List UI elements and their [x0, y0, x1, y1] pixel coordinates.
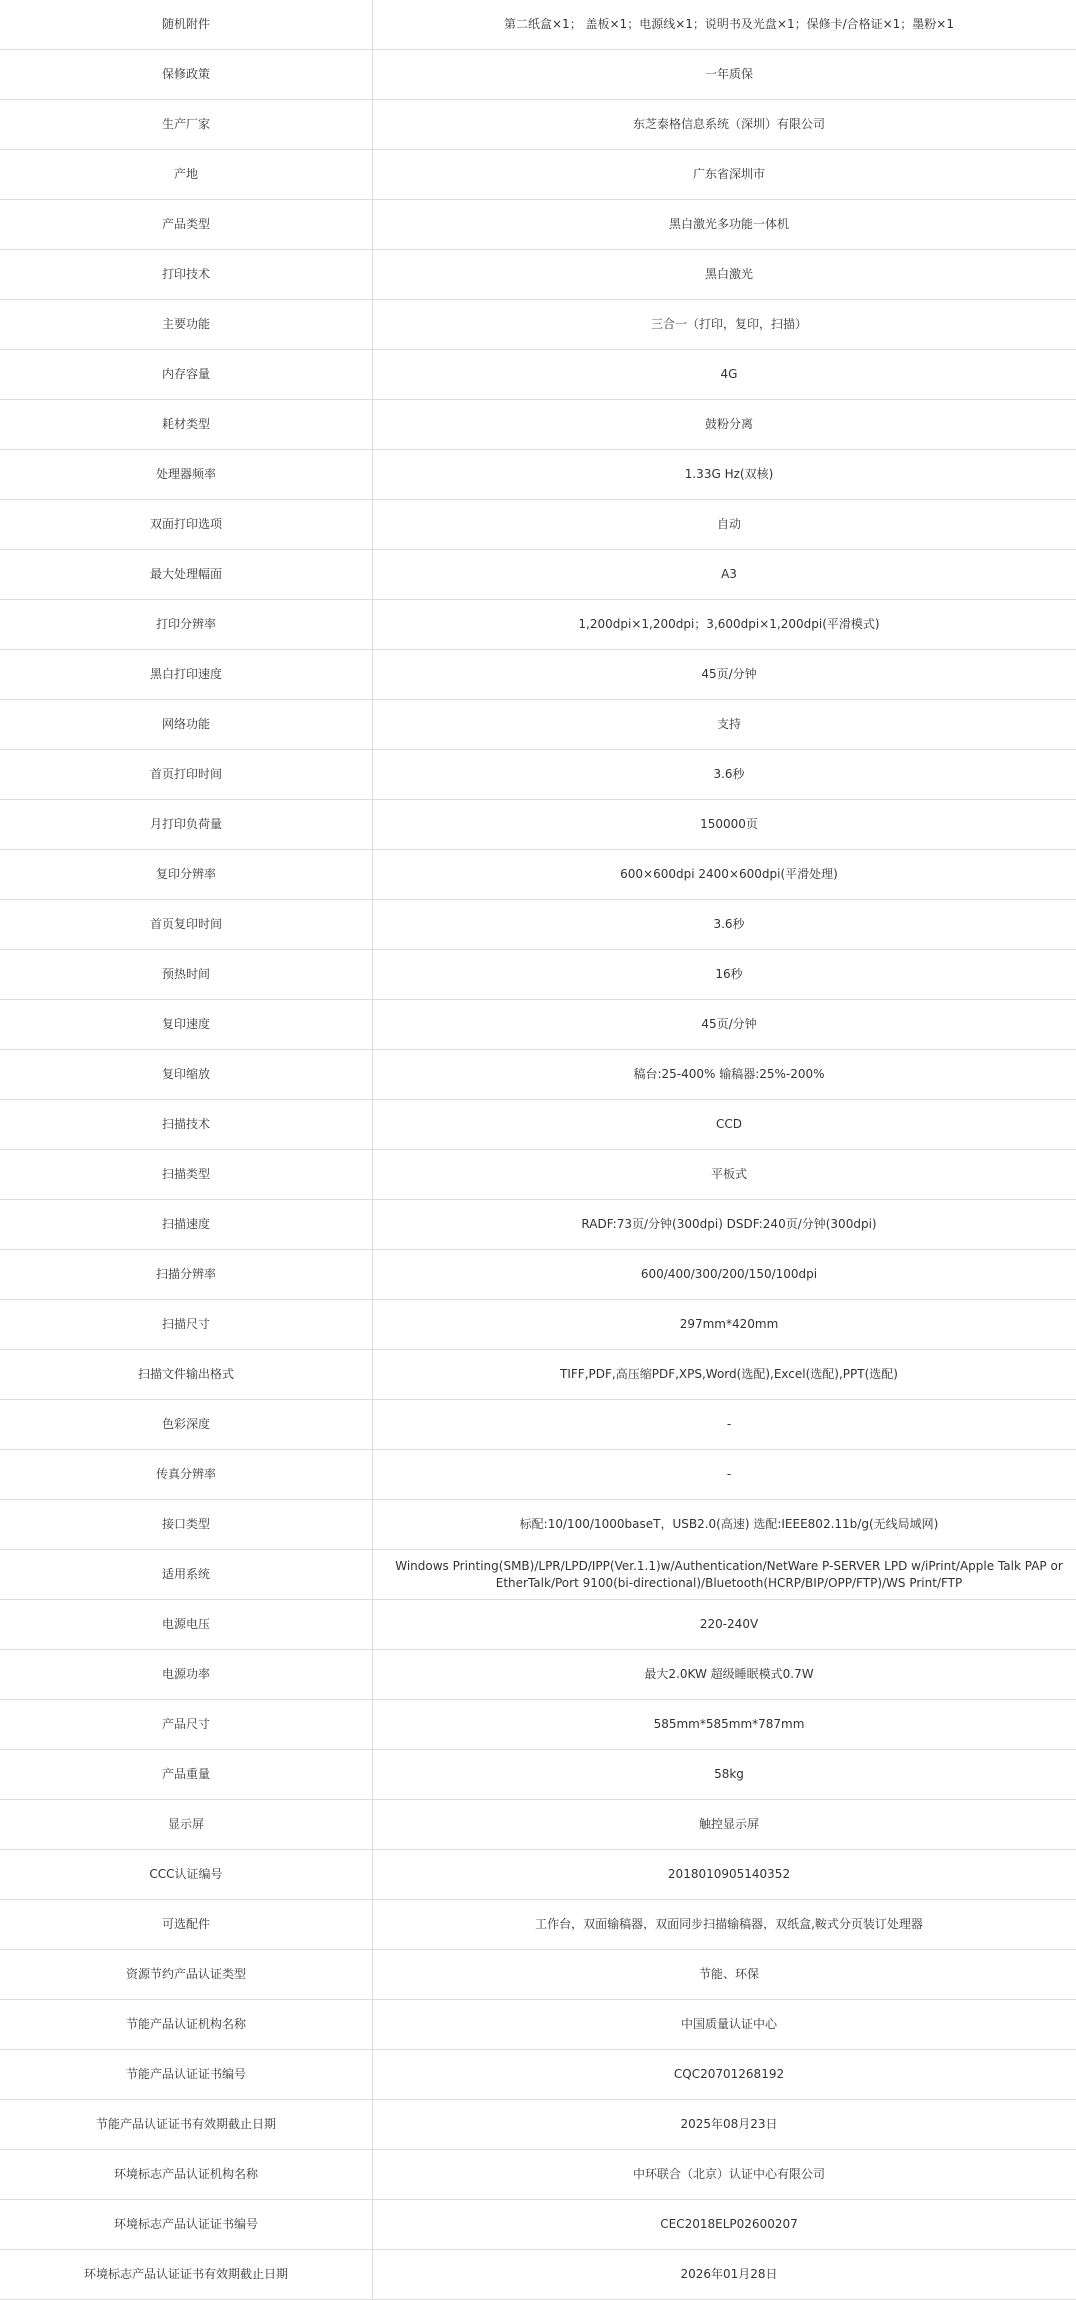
- spec-value: 支持: [373, 700, 1076, 750]
- spec-row: [0, 450, 1076, 500]
- spec-value: -: [373, 1450, 1076, 1500]
- spec-value: 2018010905140352: [373, 1850, 1076, 1900]
- spec-row: [0, 550, 1076, 600]
- spec-value: CEC2018ELP02600207: [373, 2200, 1076, 2250]
- spec-label: 可选配件: [0, 1900, 373, 1950]
- spec-row: [0, 2150, 1076, 2200]
- spec-row: [0, 2200, 1076, 2250]
- spec-label: 复印分辨率: [0, 850, 373, 900]
- spec-row: [0, 1700, 1076, 1750]
- spec-label: 扫描速度: [0, 1200, 373, 1250]
- spec-row: [0, 0, 1076, 50]
- spec-row: [0, 950, 1076, 1000]
- spec-label: 产地: [0, 150, 373, 200]
- spec-value: TIFF,PDF,高压缩PDF,XPS,Word(选配),Excel(选配),PPT(选配): [373, 1350, 1076, 1400]
- spec-label: 保修政策: [0, 50, 373, 100]
- spec-value: Windows Printing(SMB)/LPR/LPD/IPP(Ver.1.1)w/Authentication/NetWare P-SERVER LPD w/iPrint/Apple Talk PAP or EtherTalk/Port 9100(bi-directional)/Bluetooth(HCRP/BIP/OPP/FTP)/WS Print/FTP: [373, 1550, 1076, 1600]
- spec-row: [0, 1150, 1076, 1200]
- spec-value: 297mm*420mm: [373, 1300, 1076, 1350]
- spec-value: 最大2.0KW 超级睡眠模式0.7W: [373, 1650, 1076, 1700]
- spec-row: [0, 1100, 1076, 1150]
- spec-value: CQC20701268192: [373, 2050, 1076, 2100]
- spec-label: 预热时间: [0, 950, 373, 1000]
- spec-value: 标配:10/100/1000baseT，USB2.0(高速) 选配:IEEE802.11b/g(无线局域网): [373, 1500, 1076, 1550]
- spec-label: 产品类型: [0, 200, 373, 250]
- spec-row: [0, 1900, 1076, 1950]
- spec-row: [0, 250, 1076, 300]
- spec-label: 环境标志产品认证证书有效期截止日期: [0, 2250, 373, 2300]
- spec-value: 节能、环保: [373, 1950, 1076, 2000]
- spec-row: [0, 1000, 1076, 1050]
- spec-row: [0, 1800, 1076, 1850]
- spec-row: [0, 200, 1076, 250]
- spec-row: [0, 400, 1076, 450]
- spec-label: 传真分辨率: [0, 1450, 373, 1500]
- spec-label: 电源功率: [0, 1650, 373, 1700]
- spec-row: [0, 900, 1076, 950]
- spec-label: 网络功能: [0, 700, 373, 750]
- spec-label: 首页复印时间: [0, 900, 373, 950]
- spec-row: [0, 1850, 1076, 1900]
- spec-label: 产品尺寸: [0, 1700, 373, 1750]
- spec-row: [0, 1300, 1076, 1350]
- spec-label: 最大处理幅面: [0, 550, 373, 600]
- spec-row: [0, 1550, 1076, 1600]
- spec-label: 扫描文件输出格式: [0, 1350, 373, 1400]
- spec-label: 扫描技术: [0, 1100, 373, 1150]
- spec-label: 扫描尺寸: [0, 1300, 373, 1350]
- spec-row: [0, 1600, 1076, 1650]
- spec-row: [0, 650, 1076, 700]
- spec-row: [0, 1450, 1076, 1500]
- spec-label: 双面打印选项: [0, 500, 373, 550]
- spec-value: 2025年08月23日: [373, 2100, 1076, 2150]
- spec-label: 扫描类型: [0, 1150, 373, 1200]
- spec-value: 16秒: [373, 950, 1076, 1000]
- spec-row: [0, 750, 1076, 800]
- spec-label: 打印分辨率: [0, 600, 373, 650]
- spec-row: [0, 1950, 1076, 2000]
- spec-row: [0, 1050, 1076, 1100]
- spec-value: 220-240V: [373, 1600, 1076, 1650]
- spec-row: [0, 150, 1076, 200]
- spec-row: [0, 1350, 1076, 1400]
- spec-value: 第二纸盒×1； 盖板×1；电源线×1；说明书及光盘×1；保修卡/合格证×1；墨粉×1: [373, 0, 1076, 50]
- spec-row: [0, 850, 1076, 900]
- spec-label: 黑白打印速度: [0, 650, 373, 700]
- spec-label: 环境标志产品认证证书编号: [0, 2200, 373, 2250]
- spec-label: 扫描分辨率: [0, 1250, 373, 1300]
- spec-label: 复印缩放: [0, 1050, 373, 1100]
- spec-value: 自动: [373, 500, 1076, 550]
- spec-value: 东芝泰格信息系统（深圳）有限公司: [373, 100, 1076, 150]
- spec-row: [0, 1400, 1076, 1450]
- spec-label: 接口类型: [0, 1500, 373, 1550]
- spec-row: [0, 2250, 1076, 2300]
- spec-row: [0, 2000, 1076, 2050]
- spec-value: 黑白激光多功能一体机: [373, 200, 1076, 250]
- spec-label: 资源节约产品认证类型: [0, 1950, 373, 2000]
- spec-value: 中国质量认证中心: [373, 2000, 1076, 2050]
- spec-value: RADF:73页/分钟(300dpi) DSDF:240页/分钟(300dpi): [373, 1200, 1076, 1250]
- spec-label: 电源电压: [0, 1600, 373, 1650]
- spec-row: [0, 1250, 1076, 1300]
- spec-row: [0, 100, 1076, 150]
- spec-value: 600×600dpi 2400×600dpi(平滑处理): [373, 850, 1076, 900]
- spec-label: 生产厂家: [0, 100, 373, 150]
- spec-value: 稿台:25-400% 输稿器:25%-200%: [373, 1050, 1076, 1100]
- spec-row: [0, 300, 1076, 350]
- spec-value: 2026年01月28日: [373, 2250, 1076, 2300]
- spec-label: 月打印负荷量: [0, 800, 373, 850]
- spec-row: [0, 1200, 1076, 1250]
- spec-value: 三合一（打印，复印，扫描）: [373, 300, 1076, 350]
- spec-label: 处理器频率: [0, 450, 373, 500]
- spec-row: [0, 800, 1076, 850]
- spec-label: 色彩深度: [0, 1400, 373, 1450]
- spec-label: 打印技术: [0, 250, 373, 300]
- spec-value: 触控显示屏: [373, 1800, 1076, 1850]
- spec-value: 58kg: [373, 1750, 1076, 1800]
- spec-label: 适用系统: [0, 1550, 373, 1600]
- spec-row: [0, 600, 1076, 650]
- spec-label: 主要功能: [0, 300, 373, 350]
- spec-value: 黑白激光: [373, 250, 1076, 300]
- spec-value: 3.6秒: [373, 900, 1076, 950]
- spec-label: 复印速度: [0, 1000, 373, 1050]
- spec-row: [0, 1750, 1076, 1800]
- spec-value: 一年质保: [373, 50, 1076, 100]
- spec-label: 节能产品认证证书有效期截止日期: [0, 2100, 373, 2150]
- spec-value: CCD: [373, 1100, 1076, 1150]
- spec-label: 耗材类型: [0, 400, 373, 450]
- spec-label: 显示屏: [0, 1800, 373, 1850]
- spec-label: CCC认证编号: [0, 1850, 373, 1900]
- spec-value: 150000页: [373, 800, 1076, 850]
- spec-label: 内存容量: [0, 350, 373, 400]
- spec-row: [0, 500, 1076, 550]
- spec-label: 首页打印时间: [0, 750, 373, 800]
- spec-value: 45页/分钟: [373, 1000, 1076, 1050]
- spec-value: 工作台，双面输稿器，双面同步扫描输稿器，双纸盒,鞍式分页装订处理器: [373, 1900, 1076, 1950]
- spec-label: 随机附件: [0, 0, 373, 50]
- spec-value: 中环联合（北京）认证中心有限公司: [373, 2150, 1076, 2200]
- spec-row: [0, 2050, 1076, 2100]
- spec-label: 产品重量: [0, 1750, 373, 1800]
- spec-value: 1,200dpi×1,200dpi；3,600dpi×1,200dpi(平滑模式): [373, 600, 1076, 650]
- spec-row: [0, 50, 1076, 100]
- spec-value: 45页/分钟: [373, 650, 1076, 700]
- spec-row: [0, 1650, 1076, 1700]
- spec-label: 节能产品认证机构名称: [0, 2000, 373, 2050]
- spec-value: 600/400/300/200/150/100dpi: [373, 1250, 1076, 1300]
- spec-value: 4G: [373, 350, 1076, 400]
- spec-label: 节能产品认证证书编号: [0, 2050, 373, 2100]
- spec-row: [0, 700, 1076, 750]
- spec-value: 广东省深圳市: [373, 150, 1076, 200]
- spec-row: [0, 1500, 1076, 1550]
- spec-value: 1.33G Hz(双核): [373, 450, 1076, 500]
- spec-row: [0, 350, 1076, 400]
- spec-label: 环境标志产品认证机构名称: [0, 2150, 373, 2200]
- spec-value: A3: [373, 550, 1076, 600]
- spec-row: [0, 2100, 1076, 2150]
- spec-value: 585mm*585mm*787mm: [373, 1700, 1076, 1750]
- spec-value: 平板式: [373, 1150, 1076, 1200]
- spec-value: 3.6秒: [373, 750, 1076, 800]
- spec-value: -: [373, 1400, 1076, 1450]
- spec-value: 鼓粉分离: [373, 400, 1076, 450]
